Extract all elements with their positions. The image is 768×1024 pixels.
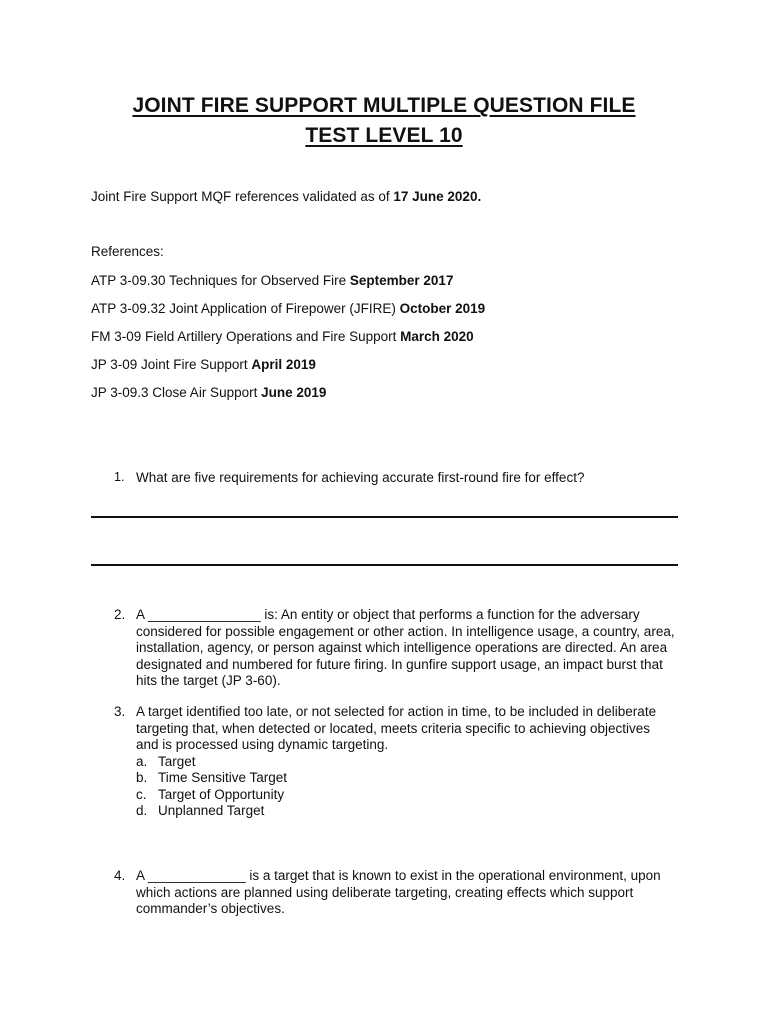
answer-line [91,564,678,566]
answer-line [91,516,678,518]
reference-item [91,357,316,372]
document-title-line-2: TEST LEVEL 10 [305,124,463,147]
question-3-text: A target identified too late, or not selected for action in time, to be included in deliberate targeting that, when detected or located, meets criteria specific to achieving objectives and is processed using dynamic targeting. [136,704,657,752]
validation-statement [91,189,481,204]
reference-item [91,273,453,288]
reference-date: April 2019 [251,357,316,372]
validation-date: 17 June 2020. [393,189,482,204]
reference-title: ATP 3-09.30 Techniques for Observed Fire [91,273,350,288]
reference-item [91,329,474,344]
reference-item [91,301,485,316]
reference-item [91,385,326,400]
reference-date: March 2020 [400,329,474,344]
option-letter: c. [136,787,147,802]
question-4-text: A _____________ is a target that is known to exist in the operational environment, upon which actions are planned using deliberate targeting, creating effects which support commander’s objectives. [136,868,661,916]
option-letter: d. [136,803,148,818]
reference-date: October 2019 [399,301,486,316]
validation-prefix: Joint Fire Support MQF references validated as of [91,189,394,204]
question-2-number: 2. [114,607,126,622]
question-3-number: 3. [114,704,126,719]
document-title-line-1: JOINT FIRE SUPPORT MULTIPLE QUESTION FILE [132,94,636,117]
reference-date: September 2017 [349,273,454,288]
reference-date: June 2019 [261,385,327,400]
reference-title: JP 3-09 Joint Fire Support [91,357,252,372]
question-4-number: 4. [114,868,126,883]
option-letter: b. [136,770,148,785]
references-heading: References: [91,244,164,259]
option-text: Target [158,754,196,769]
question-2-text: A _______________ is: An entity or object that performs a function for the adversary considered for possible engagement or other action. In intelligence usage, a country, area, installation, agency, or person against which intelligence operations are directed. An area designated and numbered for future firing. In gunfire support usage, an impact burst that hits the target (JP 3-60). [136,607,675,688]
option-letter: a. [136,754,148,769]
option-text: Time Sensitive Target [158,770,288,785]
reference-title: FM 3-09 Field Artillery Operations and Fire Support [91,329,401,344]
question-1-number: 1. [114,470,125,484]
reference-title: JP 3-09.3 Close Air Support [91,385,262,400]
option-text: Unplanned Target [158,803,265,818]
option-text: Target of Opportunity [158,787,285,802]
reference-title: ATP 3-09.32 Joint Application of Firepower (JFIRE) [91,301,400,316]
question-1-text: What are five requirements for achieving accurate first-round fire for effect? [136,470,585,485]
